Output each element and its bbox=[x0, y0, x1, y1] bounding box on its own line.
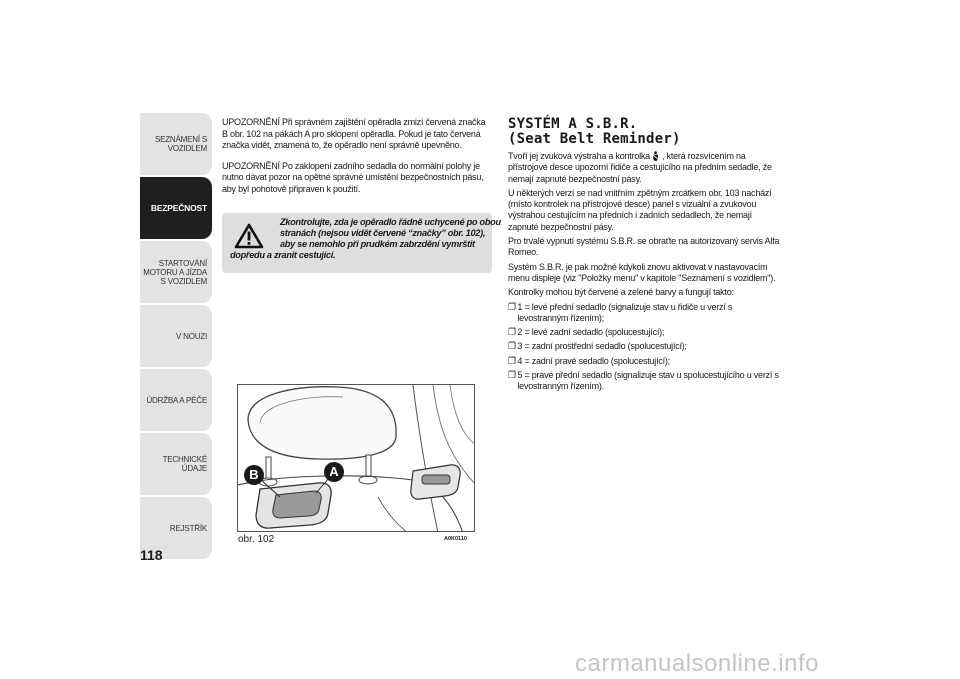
figure-code: A0K0110 bbox=[444, 536, 467, 542]
tab-bezpecnost[interactable]: BEZPEČNOST bbox=[140, 177, 212, 239]
section-heading: SYSTÉM A S.B.R. (Seat Belt Reminder) bbox=[508, 116, 681, 147]
list-item: ❐ 2 = levé zadní sedadlo (spolucestující); bbox=[508, 327, 665, 339]
seat-belt-warning-icon bbox=[652, 151, 660, 161]
sbr-paragraph-4: Systém S.B.R. je pak možné kdykoli znovu aktivovat v nastavovacím menu displeje (viz "Položky menu" v kapitole "Seznámení s vozidlem"). bbox=[508, 261, 776, 284]
note-paragraph-1: UPOZORNĚNÍ Při správném zajištění opěradla zmizí červená značka B obr. 102 na pákách A pro sklopení opěradla. Pokud je tato červená značka vidět, znamená to, že opěradlo není správně upevněno. bbox=[222, 117, 486, 151]
sbr-intro: Tvoří jej zvuková výstraha a kontrolka , která rozsvícením na přístrojové desce upozorní řidiče a cestujícího na předním sedadle, že nemají zapnuté bezpečnostní pásy. bbox=[508, 151, 772, 185]
sbr-paragraph-3: Pro trvalé vypnutí systému S.B.R. se obraťte na autorizovaný servis Alfa Romeo. bbox=[508, 236, 780, 259]
tab-rejstrik[interactable]: REJSTŘÍK bbox=[140, 497, 212, 559]
list-item: ❐ 5 = pravé přední sedadlo (signalizuje stav u spolucestujícího u verzí s levostranným řízením). bbox=[508, 370, 779, 393]
figure-102 bbox=[237, 384, 475, 532]
tab-startovani[interactable]: STARTOVÁNÍ MOTORU A JÍZDA S VOZIDLEM bbox=[140, 241, 212, 303]
warning-box bbox=[222, 213, 501, 273]
left-column bbox=[222, 117, 492, 204]
tab-seznameni[interactable]: SEZNÁMENÍ S VOZIDLEM bbox=[140, 113, 212, 175]
warning-text: Zkontrolujte, zda je opěradlo řádně uchycené po obou stranách (nejsou vidět červené “značky” obr. 102), aby se nemohlo při prudkém zabrzdění vymrštit dopředu a zranit cestující. bbox=[230, 217, 501, 260]
tab-v-nouzi[interactable]: V NOUZI bbox=[140, 305, 212, 367]
page-number: 118 bbox=[140, 547, 163, 563]
list-item: ❐ 1 = levé přední sedadlo (signalizuje stav u řidiče u verzí s levostranným řízením); bbox=[508, 301, 733, 324]
sbr-paragraph-2: U některých verzí se nad vnitřním zpětným zrcátkem obr. 103 nachází (místo kontrolek na přístrojové desce) panel s vizuální a zvukovou výstrahou cestujícím na předních i zadních sedadlech, že nemají zapnuté bezpečnostní pásy. bbox=[508, 187, 772, 233]
note-paragraph-2: UPOZORNĚNÍ Po zaklopení zadního sedadla do normální polohy je nutno dávat pozor na opětné správné umístění bezpečnostních pásu, aby byl pohotově připraven k použití. bbox=[222, 160, 484, 195]
callout-a-label: A bbox=[329, 464, 339, 479]
seat-illustration bbox=[238, 385, 475, 532]
watermark: carmanualsonline.info bbox=[575, 650, 819, 677]
tab-udrzba[interactable]: ÚDRŽBA A PÉČE bbox=[140, 369, 212, 431]
tab-technicke-udaje[interactable]: TECHNICKÉ ÚDAJE bbox=[140, 433, 212, 495]
figure-caption: obr. 102 bbox=[238, 534, 275, 545]
right-column bbox=[508, 117, 783, 396]
list-item: ❐ 3 = zadní prostřední sedadlo (spolucestující); bbox=[508, 341, 687, 353]
sbr-paragraph-5: Kontrolky mohou být červené a zelené barvy a fungují takto: bbox=[508, 287, 734, 299]
list-item: ❐ 4 = zadní pravé sedadlo (spolucestující); bbox=[508, 355, 670, 367]
callout-b-label: B bbox=[249, 467, 259, 482]
